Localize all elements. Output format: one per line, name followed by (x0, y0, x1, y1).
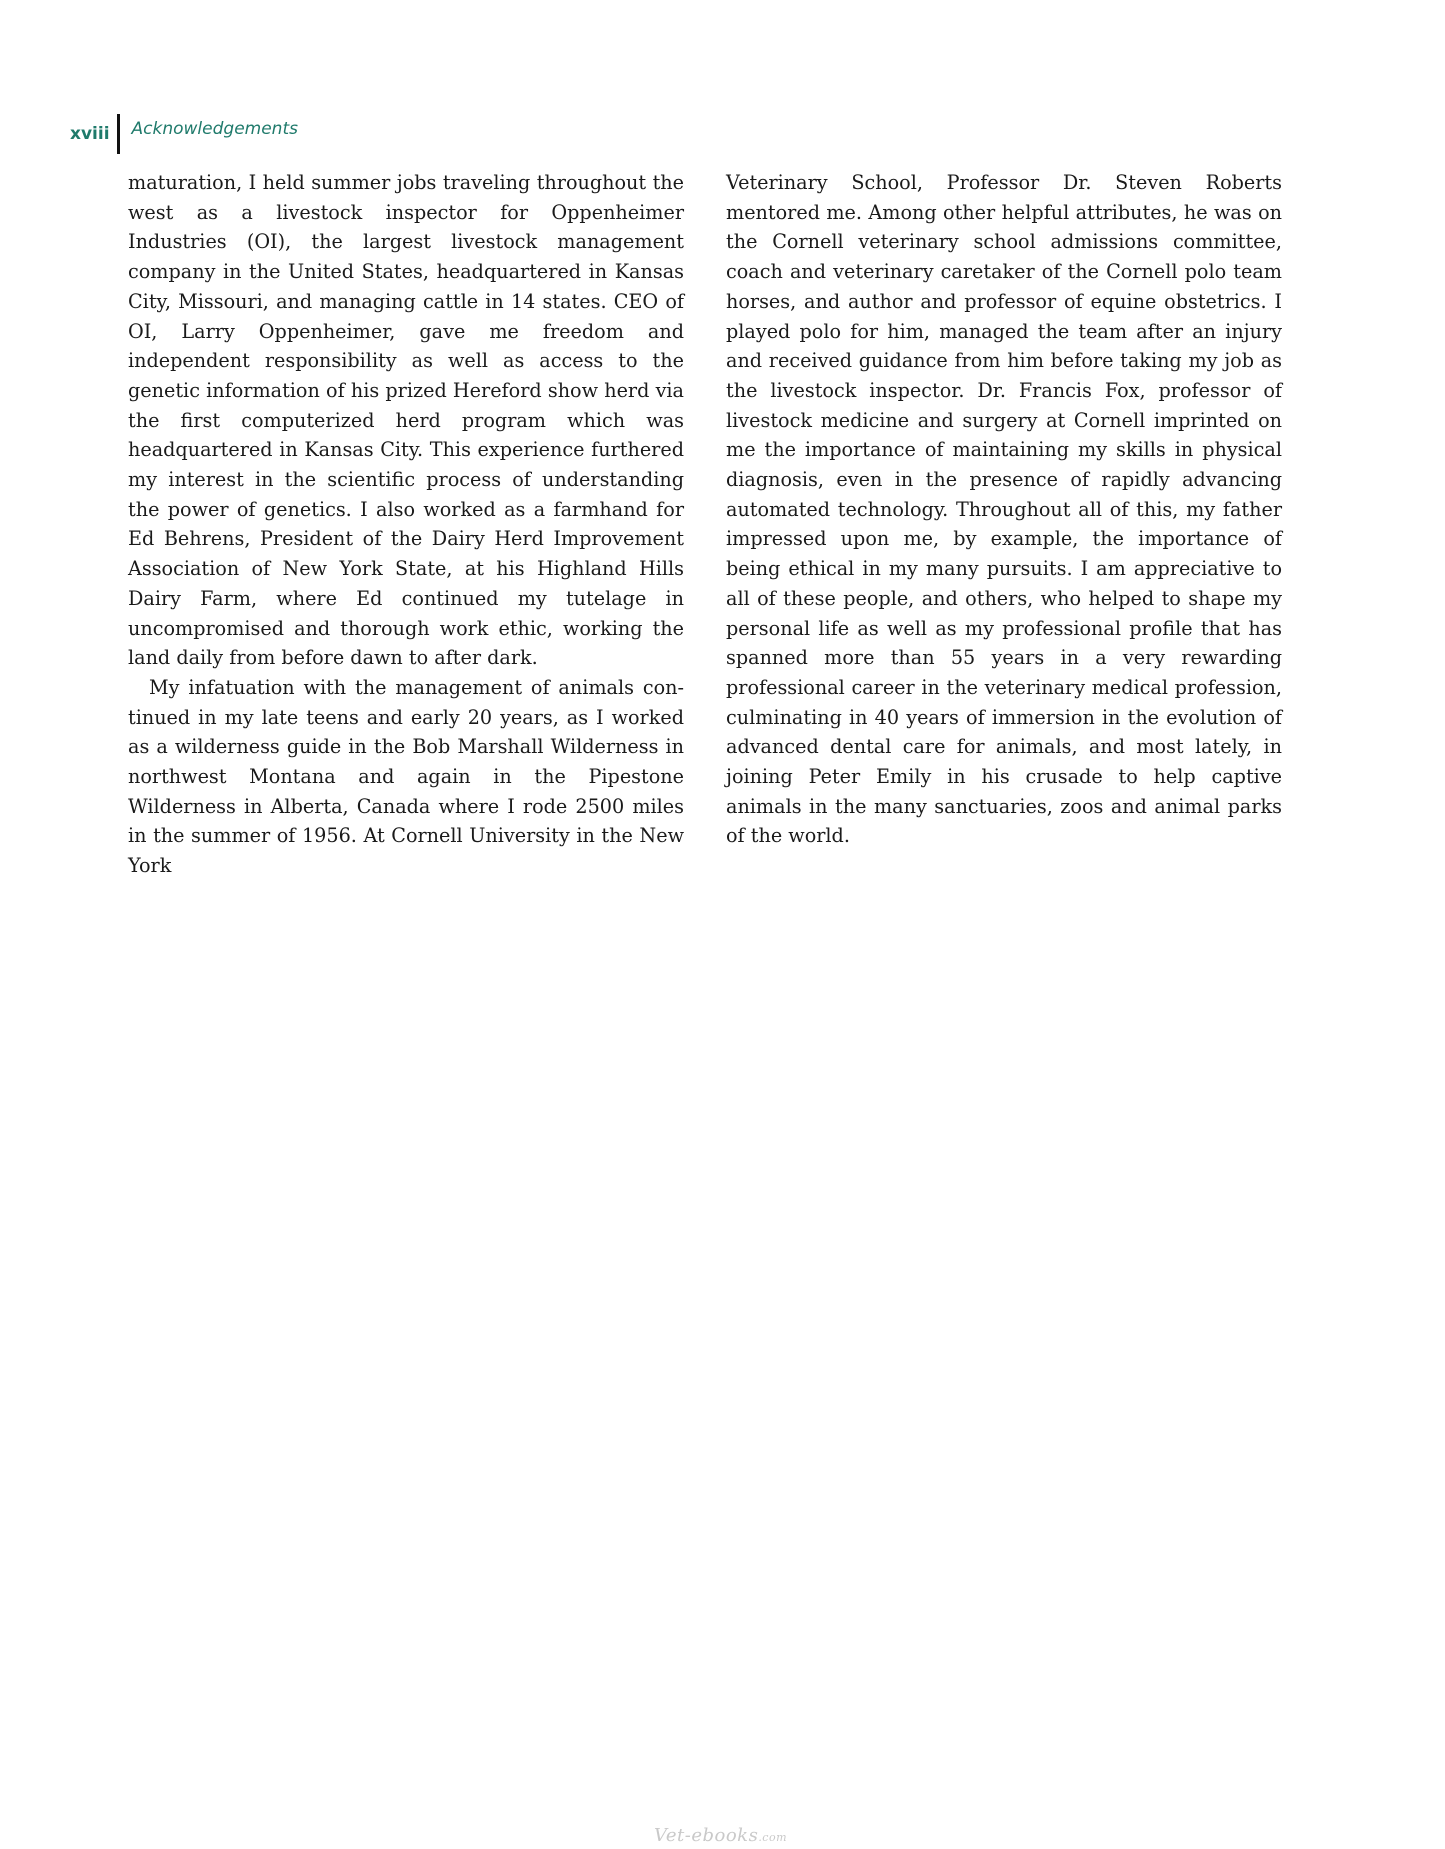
watermark-name: Vet-ebooks (654, 1825, 759, 1846)
running-head (70, 114, 298, 154)
watermark-logo (654, 1825, 787, 1846)
paragraph-continued: maturation, I held summer jobs traveling throughout the west as a livestock inspector for Oppenheimer Industries (OI), the largest livestock management company in the United States, headquartered in Kansas City, Missouri, and managing cattle in 14 states. CEO of OI, Larry Oppenheimer, gave me freedom and independent responsibility as well as access to the genetic information of his prized Hereford show herd via the first computerized herd program which was headquartered in Kansas City. This experience furthered my interest in the scientific process of understanding the power of genetics. I also worked as a farmhand for Ed Behrens, President of the Dairy Herd Improvement Association of New York State, at his Highland Hills Dairy Farm, where Ed continued my tutelage in uncompromised and thorough work ethic, working the land daily from before dawn to after dark. (128, 171, 684, 670)
watermark-suffix: .com (758, 1831, 788, 1844)
right-column (726, 168, 1282, 851)
page-number: xviii (70, 124, 110, 144)
paragraph-continued: Veterinary School, Professor Dr. Steven Roberts mentored me. Among other helpful attributes, he was on the Cornell veterinary school admissions committee, coach and veterinary caretaker of the Cornell polo team horses, and author and professor of equine obstetrics. I played polo for him, managed the team after an injury and received guidance from him before taking my job as the livestock inspector. Dr. Francis Fox, professor of livestock medicine and surgery at Cornell imprinted on me the importance of maintaining my skills in physical diagnosis, even in the presence of rapidly advancing automated technology. Throughout all of this, my father impressed upon me, by example, the importance of being ethical in my many pursuits. I am appreciative to all of these people, and others, who helped to shape my personal life as well as my professional profile that has spanned more than 55 years in a very rewarding professional career in the veterinary medical profession, culminating in 40 years of immersion in the evolution of advanced dental care for animals, and most lately, in joining Peter Emily in his crusade to help captive animals in the many sanctuaries, zoos and animal parks of the world. (726, 171, 1282, 848)
header-divider (117, 114, 120, 154)
section-title: Acknowledgements (131, 119, 298, 139)
left-column (128, 168, 684, 881)
paragraph: My infatuation with the management of animals continued in my late teens and early 20 years, as I worked as a wilderness guide in the Bob Marshall Wilderness in northwest Montana and again in the Pipestone Wilderness in Alberta, Canada where I rode 2500 miles in the summer of 1956. At Cornell University in the New York (128, 675, 684, 878)
